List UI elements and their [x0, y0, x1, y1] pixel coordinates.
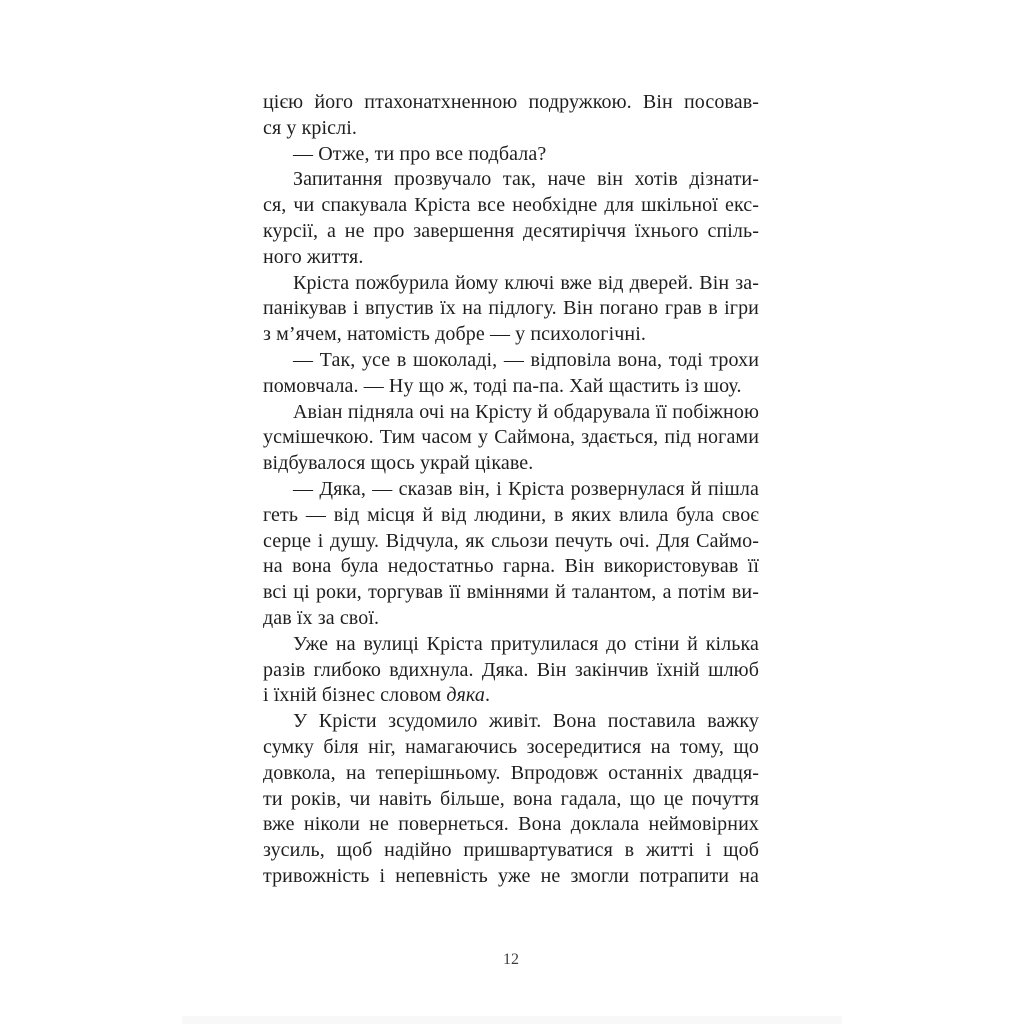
page-number: 12 — [503, 951, 519, 968]
text-line: усмішечкою. Тим часом у Саймона, здається, під ногами — [263, 426, 759, 449]
text-line: разів глибоко вдихнула. Дяка. Він закінчив їхній шлюб — [263, 658, 759, 681]
text-line: всі ці роки, торгував її вміннями й талантом, а потім ви- — [263, 581, 759, 604]
text-line: — Так, усе в шоколаді, — відповіла вона, тоді трохи — [293, 348, 759, 371]
text-line: Уже на вулиці Кріста притулилася до стіни й кілька — [293, 632, 759, 655]
text-line: Авіан підняла очі на Крісту й обдарувала її побіжною — [293, 400, 759, 423]
text-line: вже ніколи не повернеться. Вона доклала неймовірних — [263, 813, 759, 836]
text-line: і їхній бізнес словом дяка. — [263, 684, 491, 707]
text-line: тривожність і непевність уже не змогли потрапити на — [263, 864, 759, 887]
text-line: курсії, а не про завершення десятиріччя їхнього спіль- — [263, 219, 759, 242]
page-text — [263, 90, 759, 890]
text-line: цією його птахонатхненною подружкою. Він посовав- — [263, 91, 759, 113]
text-line: дав їх за свої. — [263, 606, 380, 629]
text-line: зусиль, щоб надійно пришвартуватися в житті і щоб — [263, 839, 759, 862]
text-line: геть — від місця й від людини, в яких влила була своє — [263, 503, 759, 526]
text-line: панікував і впустив їх на підлогу. Він погано грав в ігри — [263, 297, 759, 320]
text-line: Кріста пожбурила йому ключі вже від дверей. Він за- — [293, 271, 759, 294]
text-line: відбувалося щось украй цікаве. — [263, 452, 534, 475]
text-line: помовчала. — Ну що ж, тоді па-па. Хай щастить із шоу. — [263, 374, 742, 397]
text-line: ного життя. — [263, 245, 364, 268]
text-line: з м’ячем, натомість добре — у психологічні. — [263, 323, 646, 346]
text-line: ся, чи спакувала Кріста все необхідне для шкільної екс- — [263, 194, 759, 217]
text-line: ти років, чи навіть більше, вона гадала, що це почуття — [263, 787, 759, 810]
text-line: У Крісти зсудомило живіт. Вона поставила важку — [293, 710, 759, 733]
reader-progress-bar[interactable] — [182, 1016, 842, 1024]
text-line: — Дяка, — сказав він, і Кріста розвернулася й пішла — [293, 477, 759, 500]
text-line: ся у кріслі. — [263, 116, 357, 139]
text-line: сумку біля ніг, намагаючись зосередитися на тому, що — [263, 735, 759, 758]
text-line: Запитання прозвучало так, наче він хотів дізнати- — [293, 168, 759, 191]
text-line: серце і душу. Відчула, як сльози печуть очі. Для Саймо- — [263, 529, 759, 552]
text-line: довкола, на теперішньому. Впродовж останніх двадця- — [263, 761, 759, 784]
text-line: на вона була недостатньо гарна. Він використовував її — [263, 555, 759, 578]
text-line: — Отже, ти про все подбала? — [293, 142, 547, 165]
